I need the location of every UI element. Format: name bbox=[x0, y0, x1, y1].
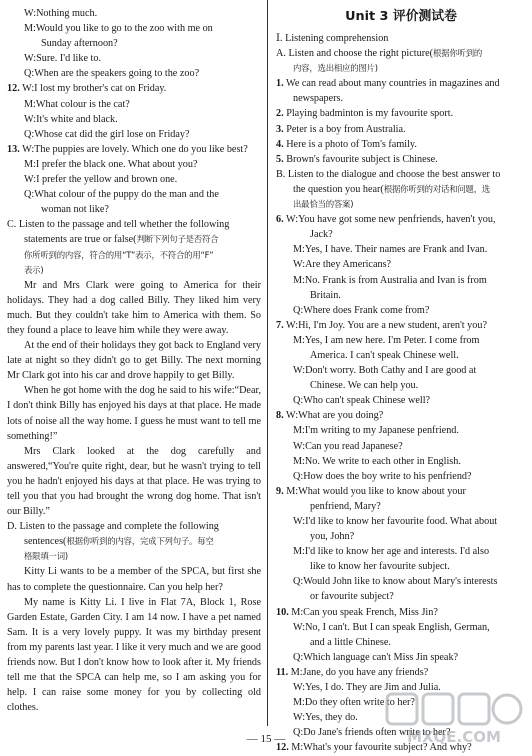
dialogue-line: W:Nothing much. bbox=[24, 8, 98, 19]
dialogue-line: M:I prefer the black one. What about you? bbox=[24, 158, 198, 170]
section-b-instruction: the question you hear(根据你听到的对话和问题，选 bbox=[293, 183, 491, 195]
section-d-instruction: sentences(根据你听到的内容，完成下列句子。每空 bbox=[24, 536, 214, 548]
question-line: Q:Which language can't Miss Jin speak? bbox=[293, 651, 459, 663]
question-12: 12. W:I lost my brother's cat on Friday. bbox=[7, 83, 167, 95]
question-7: 7. W:Hi, I'm Joy. You are a new student, aren't you? M:Yes, I am new here. I'm Peter. I come from America. I can't speak Chinese well. W:Don't worry. Both Cathy and I are good at Chinese. We can help you. Q:Who can't speak Chinese well? bbox=[276, 318, 526, 409]
passage-paragraph: When he got home with the dog he said to his wife:“Dear, I don't think Billy has enjoyed his days at that place. He made lots of noise all the way home. I guess he must want to tell me something!” bbox=[7, 385, 261, 442]
listening-item-2: 2. Playing badminton is my favourite sport. bbox=[276, 108, 454, 120]
passage-paragraph: Kitty Li wants to be a member of the SPCA, but first she has to complete the questionnaire. Can you help her? bbox=[7, 566, 261, 593]
dialogue-line: and a little Chinese. bbox=[310, 636, 391, 648]
section-d-instruction-cn: 格限填一词) bbox=[24, 551, 68, 562]
passage-paragraph: Mrs Clark looked at the dog carefully and answered,“You're quite right, dear, but he wasn't trying to tell you he hadn't enjoyed his days at that place. He was trying to tell you that you had brought the wrong dog home. That isn't our Billy.” bbox=[7, 445, 261, 518]
dialogue-line: M:No. We write to each other in English. bbox=[293, 455, 461, 467]
section-c-instruction: C. Listen to the passage and tell whether the following bbox=[7, 219, 230, 231]
dialogue-line: Sunday afternoon? bbox=[41, 38, 118, 50]
right-column bbox=[276, 6, 526, 756]
dialogue-line: W:Can you read Japanese? bbox=[293, 440, 403, 452]
dialogue-line: W:Yes, they do. bbox=[293, 712, 358, 724]
dialogue-line: Jack? bbox=[310, 229, 333, 241]
passage-paragraph: Mr and Mrs Clark were going to America for their holidays. They had a dog called Billy. They liked him very much. But they couldn't take him to America with them. So they found a place to leave him while they were away. bbox=[7, 279, 261, 336]
dialogue-line: like to know her favourite subject. bbox=[310, 561, 450, 573]
dialogue-line: America. I can't speak Chinese well. bbox=[310, 349, 459, 361]
question-number: 6. bbox=[276, 214, 284, 226]
section-c-instruction: statements are true or false(判断下列句子是否符合 bbox=[24, 234, 219, 246]
question-number: 11. bbox=[276, 666, 289, 678]
section-c-instruction-cn: 表示) bbox=[24, 264, 44, 275]
section-b-instruction: B. Listen to the dialogue and choose the best answer to bbox=[276, 168, 501, 180]
question-8: 8. W:What are you doing? M:I'm writing to my Japanese penfriend. W:Can you read Japanese? M:No. We write to each other in English. Q:How does the boy write to his penfriend? bbox=[276, 408, 526, 483]
dialogue-line: W:Don't worry. Both Cathy and I are good at bbox=[293, 365, 477, 377]
listening-item-1: 1. We can read about many countries in magazines and bbox=[276, 78, 500, 90]
listening-item-1-cont: newspapers. bbox=[293, 93, 344, 105]
question-number: 12. bbox=[276, 742, 289, 754]
dialogue-line: M:Would you like to go to the zoo with me on bbox=[24, 23, 213, 35]
question-number: 8. bbox=[276, 410, 284, 422]
passage-paragraph: At the end of their holidays they got back to England very late at night so they didn't go to get Billy. The next morning Mr Clark got into his car and drove happily to get Billy. bbox=[7, 340, 261, 382]
dialogue-line: M:I'm writing to my Japanese penfriend. bbox=[293, 425, 459, 437]
dialogue-line: W:It's white and black. bbox=[24, 113, 118, 125]
svg-text:MXQE.COM: MXQE.COM bbox=[407, 728, 501, 746]
question-6: 6. W:You have got some new penfriends, haven't you, Jack? M:Yes, I have. Their names are Frank and Ivan. W:Are they Americans? M:No. Frank is from Australia and Ivan is from Britain. Q:Where does Frank come from? bbox=[276, 212, 526, 318]
question-line: or favourite subject? bbox=[310, 591, 394, 603]
passage-paragraph: My name is Kitty Li. I live in Flat 7A, Block 1, Rose Garden Estate, Garden City. I am 14 now. I have a pet named Sam. It is a very lovely puppy. It was my birthday present from my parents last year. I like it very much and we are good friends now. But I don't know how to look after it. My friends tell me that the SPCA can help me, so I am asking you for help. I can raise some money for you by collecting old clothes. bbox=[7, 596, 261, 714]
question-number: 7. bbox=[276, 319, 284, 331]
dialogue-line: M:Yes, I have. Their names are Frank and Ivan. bbox=[293, 244, 488, 256]
dialogue-line: you, John? bbox=[310, 531, 355, 543]
dialogue-line: M:No. Frank is from Australia and Ivan is from bbox=[293, 274, 487, 286]
section-d-instruction: D. Listen to the passage and complete the following bbox=[7, 521, 219, 533]
listening-item-4: 4. Here is a photo of Tom's family. bbox=[276, 138, 417, 150]
question-line: Q:Who can't speak Chinese well? bbox=[293, 395, 431, 407]
dialogue-line: M:I'd like to know her age and interests. I'd also bbox=[293, 546, 490, 558]
question-11: 11. M:Jane, do you have any friends? W:Yes, I do. They are Jim and Julia. M:Do they often write to her? W:Yes, they do. Q:Do Jane's friends often write to her? bbox=[276, 665, 526, 740]
question-line: Q:When are the speakers going to the zoo? bbox=[24, 68, 200, 80]
part-heading: Ⅰ. Listening comprehension bbox=[276, 33, 389, 44]
dialogue-line: penfriend, Mary? bbox=[310, 500, 381, 512]
question-line: Q:Whose cat did the girl lose on Friday? bbox=[24, 128, 190, 140]
listening-item-3: 3. Peter is a boy from Australia. bbox=[276, 123, 406, 135]
dialogue-line: M:Do they often write to her? bbox=[293, 697, 415, 709]
dialogue-line: W:Yes, I do. They are Jim and Julia. bbox=[293, 682, 441, 694]
question-number: 10. bbox=[276, 606, 289, 618]
dialogue-line: W:I prefer the yellow and brown one. bbox=[24, 174, 178, 186]
dialogue-line: M:Yes, I am new here. I'm Peter. I come from bbox=[293, 334, 480, 346]
question-line: Q:Do Jane's friends often write to her? bbox=[293, 727, 451, 739]
unit-title: Unit 3 评价测试卷 bbox=[345, 9, 457, 24]
question-line: Q:Where does Frank come from? bbox=[293, 304, 430, 316]
dialogue-line: Britain. bbox=[310, 289, 341, 301]
dialogue-line: Chinese. We can help you. bbox=[310, 380, 419, 392]
dialogue-line: M:What colour is the cat? bbox=[24, 98, 130, 110]
page-number: — 15 — bbox=[246, 733, 286, 745]
listening-item-5: 5. Brown's favourite subject is Chinese. bbox=[276, 153, 438, 165]
section-a-instruction: A. Listen and choose the right picture(根据你听到的 bbox=[276, 48, 483, 60]
question-number: 13. bbox=[7, 143, 20, 155]
section-c-instruction-cn: 你所听到的内容，符合的用“T”表示，不符合的用“F” bbox=[24, 249, 214, 260]
column-divider bbox=[267, 0, 268, 726]
question-13: 13. W:The puppies are lovely. Which one do you like best? bbox=[7, 143, 248, 155]
question-line: woman not like? bbox=[41, 204, 109, 216]
question-number: 9. bbox=[276, 485, 284, 497]
dialogue-line: W:No, I can't. But I can speak English, German, bbox=[293, 621, 490, 633]
left-column bbox=[7, 6, 261, 715]
section-b-instruction-cn: 出最恰当的答案) bbox=[293, 199, 354, 210]
dialogue-line: W:Sure. I'd like to. bbox=[24, 53, 101, 65]
question-number: 12. bbox=[7, 83, 20, 95]
section-a-instruction-cn: 内容，选出相应的图片) bbox=[293, 63, 378, 74]
question-line: Q:How does the boy write to his penfriend? bbox=[293, 470, 472, 482]
question-9: 9. M:What would you like to know about your penfriend, Mary? W:I'd like to know her favourite food. What about you, John? M:I'd like to know her age and interests. I'd also like to know her favourite subject. Q:Would John like to know about Mary's interests or favourite subject? bbox=[276, 484, 526, 605]
question-12-right: 12. M:What's your favourite subject? And why? bbox=[276, 742, 472, 754]
dialogue-line: W:I'd like to know her favourite food. What about bbox=[293, 516, 498, 527]
question-10: 10. M:Can you speak French, Miss Jin? W:No, I can't. But I can speak English, German, and a little Chinese. Q:Which language can't Miss Jin speak? bbox=[276, 605, 526, 665]
question-line: Q:What colour of the puppy do the man and the bbox=[24, 189, 219, 201]
dialogue-line: W:Are they Americans? bbox=[293, 259, 392, 271]
question-line: Q:Would John like to know about Mary's interests bbox=[293, 576, 498, 588]
